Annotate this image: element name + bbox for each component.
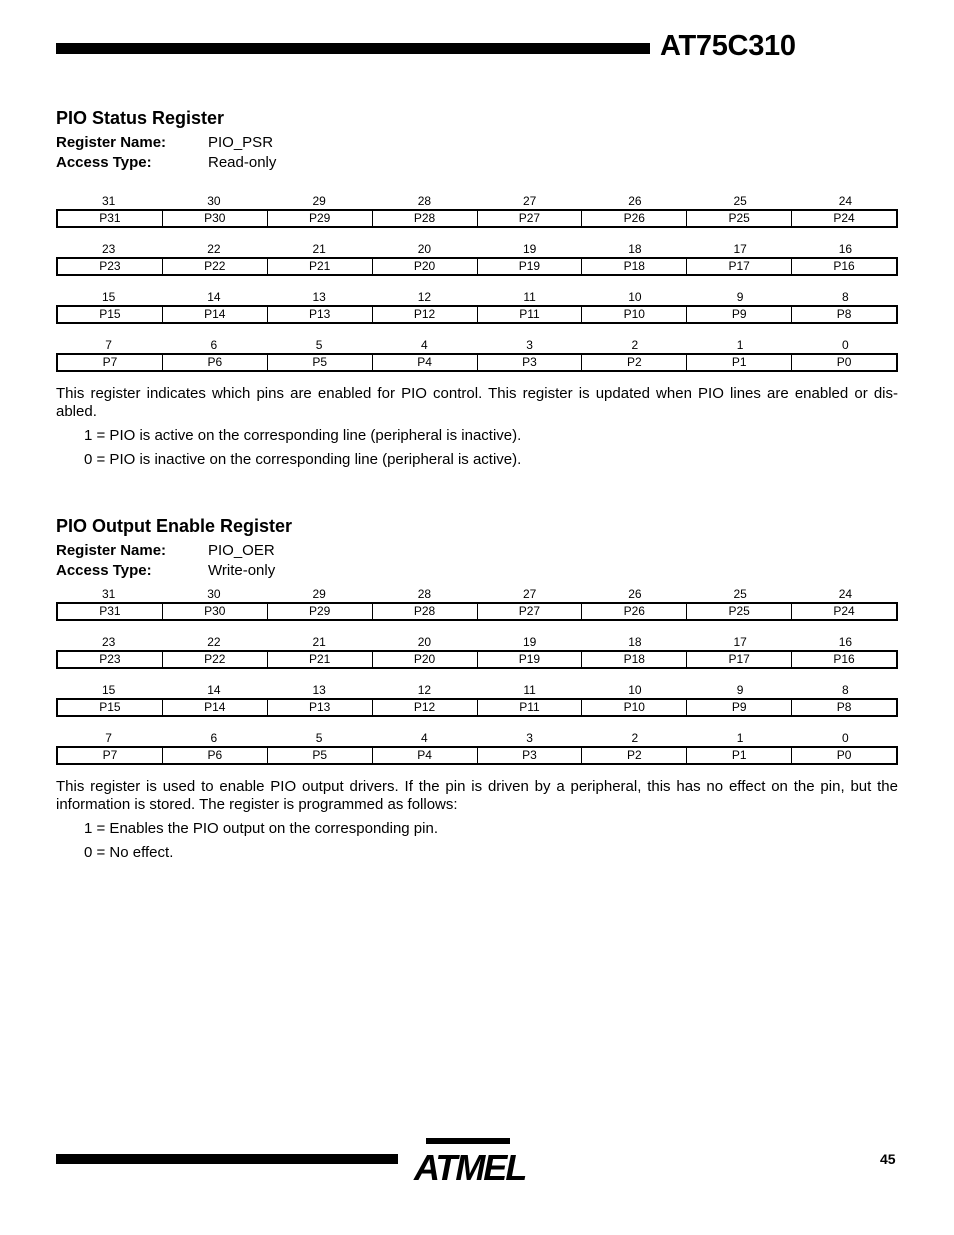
bit-name: P1 <box>686 355 791 370</box>
bit-number: 9 <box>736 290 744 304</box>
bit-number: 11 <box>523 683 536 697</box>
bit-name: P11 <box>477 700 582 715</box>
bit-name: P8 <box>791 307 896 322</box>
bit-name: P3 <box>477 355 582 370</box>
bit-number: 31 <box>101 194 116 208</box>
register-description: This register is used to enable PIO output drivers. If the pin is driven by a peripheral, this has no effect on the pin, but the information is stored. The register is programmed as follows: <box>56 778 898 813</box>
bit-name: P31 <box>99 211 121 225</box>
bit-name: P27 <box>477 211 582 226</box>
bit-name: P18 <box>581 259 686 274</box>
bit-name-row <box>56 650 898 669</box>
bit-number: 17 <box>733 242 747 256</box>
bit-name: P28 <box>372 211 477 226</box>
bit-name: P20 <box>372 259 477 274</box>
bit-name: P14 <box>162 307 267 322</box>
bit-name: P17 <box>686 259 791 274</box>
bit-name: P14 <box>162 700 267 715</box>
bit-name: P11 <box>477 307 582 322</box>
bit-name: P25 <box>686 604 791 619</box>
register-name-label: Register Name: <box>56 542 167 559</box>
bit-number: 0 <box>842 338 849 352</box>
bit-number: 22 <box>207 635 221 649</box>
bit-name: P26 <box>581 211 686 226</box>
register-meta <box>56 541 898 581</box>
bit-number: 30 <box>207 587 221 601</box>
bit-number: 29 <box>312 587 326 601</box>
bit-name: P23 <box>99 652 121 666</box>
bit-name: P31 <box>99 604 121 618</box>
bit-number: 3 <box>526 731 533 745</box>
bit-name: P5 <box>267 355 372 370</box>
bit-name-row <box>56 257 898 276</box>
bit-number-row <box>56 730 898 746</box>
bit-number: 30 <box>207 194 221 208</box>
bit-number-row <box>56 682 898 698</box>
bit-name: P16 <box>791 259 896 274</box>
bit-number: 11 <box>523 290 536 304</box>
value-one-description: 1 = Enables the PIO output on the corresponding pin. <box>84 820 438 837</box>
bit-number: 16 <box>838 635 853 649</box>
bit-number: 7 <box>105 338 112 352</box>
value-zero-description: 0 = No effect. <box>84 844 174 861</box>
bit-name: P21 <box>267 259 372 274</box>
bit-name: P15 <box>99 700 121 714</box>
bit-number-row <box>56 634 898 650</box>
bit-number: 16 <box>838 242 853 256</box>
bit-name: P29 <box>267 604 372 619</box>
bit-name: P13 <box>267 307 372 322</box>
bit-number: 5 <box>315 731 323 745</box>
bit-name: P0 <box>791 748 896 763</box>
bit-number: 29 <box>312 194 326 208</box>
bit-name: P30 <box>162 604 267 619</box>
bit-name: P9 <box>686 307 791 322</box>
bit-number: 9 <box>736 683 744 697</box>
bit-name: P2 <box>581 748 686 763</box>
bit-name: P7 <box>102 355 118 369</box>
bit-number: 21 <box>312 242 326 256</box>
bit-name: P20 <box>372 652 477 667</box>
bit-number: 10 <box>628 290 642 304</box>
bit-group <box>56 634 898 669</box>
bit-name: P4 <box>372 355 477 370</box>
bit-name: P13 <box>267 700 372 715</box>
bit-name: P22 <box>162 652 267 667</box>
bit-number: 12 <box>417 683 432 697</box>
bit-number: 6 <box>210 338 218 352</box>
bit-number: 8 <box>842 290 849 304</box>
bit-number: 27 <box>522 587 537 601</box>
pio-output-enable-register-section <box>56 515 898 862</box>
bit-name: P21 <box>267 652 372 667</box>
bit-number: 31 <box>101 587 116 601</box>
bit-number: 8 <box>842 683 849 697</box>
register-bit-table <box>56 193 898 372</box>
bit-number: 18 <box>628 635 642 649</box>
bit-name: P29 <box>267 211 372 226</box>
bit-number-row <box>56 337 898 353</box>
value-one-description: 1 = PIO is active on the corresponding line (peripheral is inactive). <box>84 427 522 444</box>
bit-name: P2 <box>581 355 686 370</box>
access-type-value: Write-only <box>208 562 276 579</box>
access-type-value: Read-only <box>208 154 277 171</box>
bit-name: P16 <box>791 652 896 667</box>
bit-name: P12 <box>372 307 477 322</box>
bit-number: 13 <box>312 683 326 697</box>
bit-number: 18 <box>628 242 642 256</box>
bit-group <box>56 730 898 765</box>
bit-number: 24 <box>838 194 853 208</box>
bit-group <box>56 289 898 324</box>
bit-name: P3 <box>477 748 582 763</box>
bit-name: P25 <box>686 211 791 226</box>
value-zero-description: 0 = PIO is inactive on the corresponding line (peripheral is active). <box>84 451 522 468</box>
bit-number: 23 <box>101 635 116 649</box>
pio-status-register-section <box>56 107 898 469</box>
bit-name: P22 <box>162 259 267 274</box>
access-type-label: Access Type: <box>56 562 152 579</box>
access-type-label: Access Type: <box>56 154 152 171</box>
bit-number: 1 <box>736 731 744 745</box>
bit-name: P19 <box>477 259 582 274</box>
bit-number-row <box>56 241 898 257</box>
bit-name: P28 <box>372 604 477 619</box>
bit-number: 24 <box>838 587 853 601</box>
bit-group <box>56 682 898 717</box>
bit-number: 20 <box>417 635 432 649</box>
bit-number: 28 <box>417 194 432 208</box>
bit-number: 19 <box>522 635 537 649</box>
bit-number: 23 <box>101 242 116 256</box>
bit-number-row <box>56 289 898 305</box>
bit-name-row <box>56 305 898 324</box>
bit-number: 1 <box>736 338 744 352</box>
bit-name: P30 <box>162 211 267 226</box>
bit-number: 27 <box>522 194 537 208</box>
bit-name: P24 <box>791 211 896 226</box>
bit-number: 4 <box>421 731 428 745</box>
bit-name-row <box>56 698 898 717</box>
bit-number: 15 <box>101 290 116 304</box>
register-name-value: PIO_OER <box>208 542 275 559</box>
bit-name: P10 <box>581 700 686 715</box>
bit-name-row <box>56 209 898 228</box>
bit-number: 0 <box>842 731 849 745</box>
bit-number: 17 <box>733 635 747 649</box>
atmel-logo <box>412 1136 526 1189</box>
bit-name: P19 <box>477 652 582 667</box>
bit-number: 14 <box>207 290 221 304</box>
bit-number: 12 <box>417 290 432 304</box>
footer-rule <box>56 1154 398 1164</box>
bit-name: P5 <box>267 748 372 763</box>
bit-name-row <box>56 746 898 765</box>
bit-name: P26 <box>581 604 686 619</box>
bit-number: 13 <box>312 290 326 304</box>
bit-number: 5 <box>315 338 323 352</box>
page-number: 45 <box>880 1151 896 1167</box>
bit-number: 26 <box>628 587 642 601</box>
bit-name: P7 <box>102 748 118 762</box>
bit-number: 3 <box>526 338 533 352</box>
bit-name: P10 <box>581 307 686 322</box>
register-description: This register indicates which pins are enabled for PIO control. This register is updated when PIO lines are enabled or dis-abled. <box>56 385 898 420</box>
bit-name: P8 <box>791 700 896 715</box>
bit-name: P27 <box>477 604 582 619</box>
bit-number: 10 <box>628 683 642 697</box>
bit-name: P4 <box>372 748 477 763</box>
bit-name: P23 <box>99 259 121 273</box>
bit-number: 26 <box>628 194 642 208</box>
bit-number: 28 <box>417 587 432 601</box>
register-name-value: PIO_PSR <box>208 134 274 151</box>
bit-group <box>56 586 898 621</box>
bit-number: 25 <box>733 587 747 601</box>
bit-name: P17 <box>686 652 791 667</box>
bit-name: P9 <box>686 700 791 715</box>
bit-number: 4 <box>421 338 428 352</box>
bit-number: 2 <box>631 731 639 745</box>
bit-number: 14 <box>207 683 221 697</box>
document-title: AT75C310 <box>660 30 796 62</box>
bit-number: 22 <box>207 242 221 256</box>
bit-number: 20 <box>417 242 432 256</box>
bit-group <box>56 337 898 372</box>
bit-number: 19 <box>522 242 537 256</box>
bit-name-row <box>56 602 898 621</box>
bit-number-row <box>56 586 898 602</box>
bit-name: P24 <box>791 604 896 619</box>
bit-name: P0 <box>791 355 896 370</box>
bit-number: 7 <box>105 731 112 745</box>
svg-text:ATMEL: ATMEL <box>414 1147 526 1188</box>
bit-name: P6 <box>162 355 267 370</box>
bit-number: 6 <box>210 731 218 745</box>
bit-name-row <box>56 353 898 372</box>
header-rule <box>56 43 650 54</box>
bit-group <box>56 193 898 228</box>
bit-number: 25 <box>733 194 747 208</box>
bit-number-row <box>56 193 898 209</box>
register-meta <box>56 133 898 173</box>
bit-number: 15 <box>101 683 116 697</box>
bit-number: 21 <box>312 635 326 649</box>
bit-name: P1 <box>686 748 791 763</box>
bit-name: P6 <box>162 748 267 763</box>
bit-name: P12 <box>372 700 477 715</box>
section-title: PIO Output Enable Register <box>56 516 293 536</box>
bit-number: 2 <box>631 338 639 352</box>
bit-name: P15 <box>99 307 121 321</box>
bit-name: P18 <box>581 652 686 667</box>
bit-group <box>56 241 898 276</box>
register-bit-table <box>56 586 898 765</box>
register-name-label: Register Name: <box>56 134 167 151</box>
section-title: PIO Status Register <box>56 108 225 128</box>
